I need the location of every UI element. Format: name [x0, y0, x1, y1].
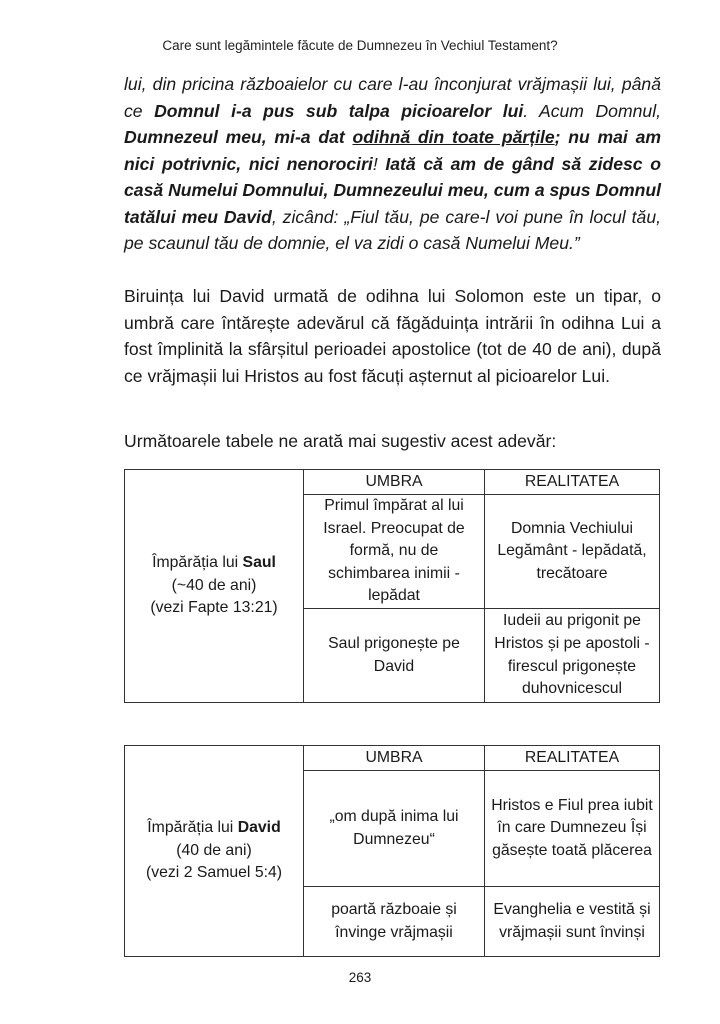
column-header-realitatea: REALITATEA	[485, 746, 660, 771]
column-header-realitatea: REALITATEA	[485, 470, 660, 495]
table-header-row	[125, 746, 660, 771]
kingdom-name: David	[237, 819, 281, 837]
kingdom-reference: (vezi 2 Samuel 5:4)	[145, 864, 283, 882]
umbra-cell: poartă războaie și învinge vrăjmașii	[304, 887, 485, 957]
kingdom-cell	[125, 746, 304, 957]
quote-bold-underlined: odihnă din toate părțile	[352, 127, 555, 147]
kingdom-years: (40 de ani)	[176, 841, 252, 859]
table-saul	[124, 469, 660, 703]
realitatea-cell: Domnia Vechiului Legământ - lepădată, trecătoare	[485, 495, 660, 609]
column-header-umbra: UMBRA	[304, 746, 485, 771]
umbra-cell: Saul prigonește pe David	[304, 609, 485, 703]
column-header-umbra: UMBRA	[304, 470, 485, 495]
kingdom-prefix: Împărăția lui	[152, 554, 243, 572]
kingdom-title	[128, 552, 300, 575]
kingdom-reference: (vezi Fapte 13:21)	[150, 599, 278, 617]
body-paragraph-2: Următoarele tabele ne arată mai sugestiv acest adevăr:	[124, 431, 557, 451]
scripture-quote	[124, 71, 661, 257]
table-david	[124, 745, 660, 957]
realitatea-cell: Iudeii au prigonit pe Hristos și pe apostoli - firescul prigonește duhovnicescul	[485, 609, 660, 703]
quote-text-1: lui, din pricina războaielor cu care l-au înconjurat vrăjmașii lui, până ce	[124, 74, 661, 121]
kingdom-years: (~40 de ani)	[171, 576, 257, 594]
quote-bold-4: Iată că am de gând să zidesc o casă Numelui Domnului, Dumnezeului meu, cum a spus Domnul tatălui meu David	[124, 153, 661, 227]
kingdom-name: Saul	[242, 554, 276, 572]
quote-text-2: . Acum Domnul,	[523, 100, 661, 121]
quote-bold-3: ; nu mai am nici potrivnic, nici nenorociri	[124, 127, 661, 174]
umbra-cell: „om după inima lui Dumnezeu“	[304, 771, 485, 887]
quote-text-4: , zicând: „Fiul tău, pe care-l voi pune în locul tău, pe scaunul tău de domnie, el va zidi o casă Numelui Meu	[124, 206, 661, 253]
quote-text-5: .”	[568, 233, 580, 253]
realitatea-cell: Evanghelia e vestită și vrăjmașii sunt învinși	[485, 887, 660, 957]
quote-bold-2: Dumnezeul meu, mi-a dat	[124, 127, 353, 147]
running-header: Care sunt legămintele făcute de Dumnezeu în Vechiul Testament?	[162, 38, 558, 53]
kingdom-cell	[125, 470, 304, 703]
quote-bold-1: Domnul i-a pus sub talpa picioarelor lui	[154, 100, 524, 121]
realitatea-cell: Hristos e Fiul prea iubit în care Dumnezeu Își găsește toată plăcerea	[485, 771, 660, 887]
kingdom-prefix: Împărăția lui	[147, 819, 238, 837]
page-number: 263	[348, 970, 372, 985]
quote-text-3: !	[372, 153, 386, 174]
body-paragraph-1: Biruința lui David urmată de odihna lui Solomon este un tipar, o umbră care întărește adevărul că făgăduința intrării în odihna Lui a fost împlinită la sfârșitul perioadei apostolice (tot de 40 de ani), după ce vrăjmașii lui Hristos au fost făcuți așternut al picioarelor Lui.	[124, 286, 661, 386]
umbra-cell: Primul împărat al lui Israel. Preocupat de formă, nu de schimbarea inimii - lepădat	[304, 495, 485, 609]
table-header-row	[125, 470, 660, 495]
kingdom-title	[128, 817, 300, 840]
